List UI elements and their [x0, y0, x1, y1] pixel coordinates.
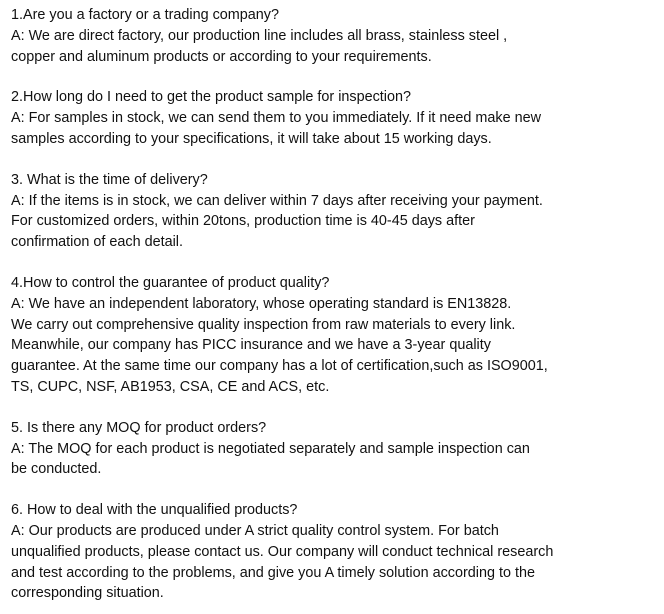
faq-answer-6-line-4: corresponding situation.: [11, 585, 164, 602]
faq-item-6: [11, 500, 661, 604]
faq-answer-4-line-5: TS, CUPC, NSF, AB1953, CSA, CE and ACS, etc.: [11, 378, 330, 395]
faq-document: [11, 5, 661, 604]
faq-question-2: 2.How long do I need to get the product sample for inspection?: [11, 89, 411, 106]
faq-answer-4-line-2: We carry out comprehensive quality inspection from raw materials to every link.: [11, 316, 516, 333]
faq-answer-4-line-1: A: We have an independent laboratory, whose operating standard is EN13828.: [11, 295, 512, 312]
faq-answer-5-line-2: be conducted.: [11, 461, 102, 478]
faq-question-4: 4.How to control the guarantee of product quality?: [11, 274, 330, 291]
faq-answer-6-line-2: unqualified products, please contact us. Our company will conduct technical research: [11, 543, 554, 560]
faq-answer-3-line-3: confirmation of each detail.: [11, 234, 183, 251]
faq-answer-5-line-1: A: The MOQ for each product is negotiated separately and sample inspection can: [11, 440, 530, 457]
faq-question-5: 5. Is there any MOQ for product orders?: [11, 419, 267, 436]
faq-answer-4-line-3: Meanwhile, our company has PICC insurance and we have a 3-year quality: [11, 337, 491, 354]
faq-answer-2-line-2: samples according to your specifications, it will take about 15 working days.: [11, 130, 492, 147]
faq-answer-1-line-2: copper and aluminum products or according to your requirements.: [11, 48, 432, 65]
faq-answer-3-line-2: For customized orders, within 20tons, production time is 40-45 days after: [11, 213, 475, 230]
faq-answer-6-line-1: A: Our products are produced under A strict quality control system. For batch: [11, 522, 499, 539]
faq-answer-6-line-3: and test according to the problems, and give you A timely solution according to the: [11, 564, 535, 581]
faq-answer-2-line-1: A: For samples in stock, we can send them to you immediately. If it need make new: [11, 110, 542, 127]
faq-item-5: [11, 418, 661, 480]
faq-item-3: [11, 170, 661, 253]
faq-question-1: 1.Are you a factory or a trading company?: [11, 7, 279, 23]
faq-answer-3-line-1: A: If the items is in stock, we can deliver within 7 days after receiving your payment.: [11, 192, 543, 209]
faq-item-2: [11, 87, 661, 149]
faq-question-3: 3. What is the time of delivery?: [11, 171, 208, 188]
faq-answer-4-line-4: guarantee. At the same time our company has a lot of certification,such as ISO9001,: [11, 358, 548, 375]
faq-item-4: [11, 273, 661, 398]
faq-answer-1-line-1: A: We are direct factory, our production line includes all brass, stainless steel ,: [11, 27, 508, 44]
faq-item-1: [11, 5, 661, 67]
faq-question-6: 6. How to deal with the unqualified products?: [11, 502, 298, 519]
